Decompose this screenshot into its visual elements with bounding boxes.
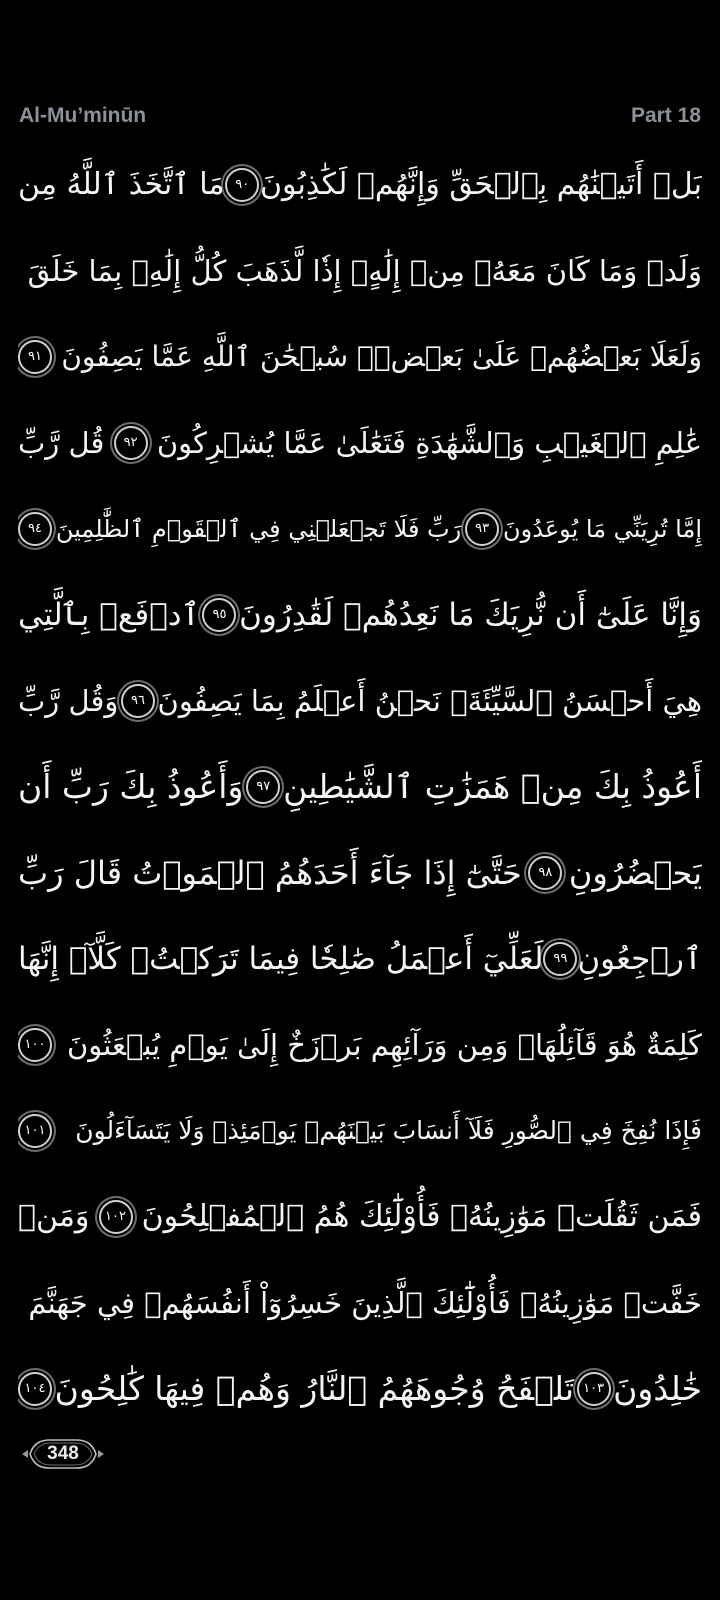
verse-text[interactable]: قُل رَّبِّ bbox=[18, 426, 105, 460]
ayah-number-marker[interactable]: ١٠٤ bbox=[18, 1372, 52, 1406]
verse-line[interactable] bbox=[18, 314, 702, 400]
verse-line[interactable] bbox=[18, 1088, 702, 1174]
verse-line[interactable] bbox=[18, 658, 702, 744]
verse-text[interactable]: ٱدۡفَعۡ بِٱلَّتِي bbox=[18, 597, 200, 633]
verse-text[interactable]: وَإِنَّا عَلَىٰٓ أَن نُّرِيَكَ مَا نَعِدُهُمۡ لَقَٰدِرُونَ bbox=[239, 597, 702, 633]
ayah-number-marker[interactable]: ١٠٣ bbox=[577, 1372, 611, 1406]
ayah-number-marker[interactable]: ٩٣ bbox=[465, 512, 499, 546]
verse-text[interactable]: وَلَعَلَا بَعۡضُهُمۡ عَلَىٰ بَعۡضٖۚ سُبۡحَٰنَ ٱللَّهِ عَمَّا يَصِفُونَ bbox=[61, 340, 702, 373]
verse-line[interactable] bbox=[18, 400, 702, 486]
verse-text[interactable]: وَقُل رَّبِّ bbox=[18, 684, 119, 718]
verse-text[interactable]: رَبِّ فَلَا تَجۡعَلۡنِي فِي ٱلۡقَوۡمِ ٱلظَّٰلِمِينَ bbox=[55, 515, 462, 543]
verse-line[interactable] bbox=[18, 830, 702, 916]
ayah-number-marker[interactable]: ١٠٢ bbox=[99, 1200, 133, 1234]
verse-text[interactable]: فَمَن ثَقُلَتۡ مَوَٰزِينُهُۥ فَأُوْلَٰٓئِكَ هُمُ ٱلۡمُفۡلِحُونَ bbox=[141, 1199, 702, 1234]
ayah-number-marker[interactable]: ٩٠ bbox=[225, 168, 259, 202]
verse-line[interactable] bbox=[18, 142, 702, 228]
ayah-number-marker[interactable]: ١٠٠ bbox=[18, 1028, 52, 1062]
verse-text[interactable]: تَلۡفَحُ وُجُوهَهُمُ ٱلنَّارُ وَهُمۡ فِيهَا كَٰلِحُونَ bbox=[54, 1369, 575, 1408]
ayah-number-marker[interactable]: ٩٥ bbox=[202, 598, 236, 632]
ayah-number-marker[interactable]: ٩٤ bbox=[18, 512, 52, 546]
verse-text[interactable]: يَحۡضُرُونِ bbox=[568, 854, 702, 892]
verse-text[interactable]: خَٰلِدُونَ bbox=[613, 1369, 702, 1408]
verse-text[interactable]: فَإِذَا نُفِخَ فِي ٱلصُّورِ فَلَآ أَنسَابَ بَيۡنَهُمۡ يَوۡمَئِذٖ وَلَا يَتَسَآءَلُونَ bbox=[75, 1116, 702, 1145]
ayah-number-marker[interactable]: ٩١ bbox=[18, 340, 52, 374]
ayah-number-marker[interactable]: ٩٩ bbox=[543, 942, 577, 976]
quran-page-text[interactable] bbox=[18, 142, 702, 1432]
ayah-number-marker[interactable]: ٩٦ bbox=[121, 684, 155, 718]
verse-text[interactable]: خَفَّتۡ مَوَٰزِينُهُۥ فَأُوْلَٰٓئِكَ ٱلَّذِينَ خَسِرُوٓاْ أَنفُسَهُمۡ فِي جَهَنَّمَ bbox=[28, 1286, 702, 1320]
verse-text[interactable]: عَٰلِمِ ٱلۡغَيۡبِ وَٱلشَّهَٰدَةِ فَتَعَٰلَىٰ عَمَّا يُشۡرِكُونَ bbox=[156, 426, 702, 460]
ayah-number-marker[interactable]: ٩٢ bbox=[114, 426, 148, 460]
verse-text[interactable]: أَعُوذُ بِكَ مِنۡ هَمَزَٰتِ ٱلشَّيَٰطِينِ bbox=[283, 767, 702, 806]
verse-line[interactable] bbox=[18, 1002, 702, 1088]
ayah-number-marker[interactable]: ٩٨ bbox=[528, 856, 562, 890]
verse-text[interactable]: مَا ٱتَّخَذَ ٱللَّهُ مِن bbox=[18, 167, 225, 202]
ayah-number-marker[interactable]: ٩٧ bbox=[246, 770, 280, 804]
verse-text[interactable]: بَلۡ أَتَيۡنَٰهُم بِٱلۡحَقِّ وَإِنَّهُمۡ لَكَٰذِبُونَ bbox=[260, 167, 702, 202]
page-number: 348 bbox=[47, 1443, 79, 1464]
verse-text[interactable]: إِمَّا تُرِيَنِّي مَا يُوعَدُونَ bbox=[503, 515, 702, 543]
juz-part-label[interactable]: Part 18 bbox=[630, 104, 701, 127]
verse-line[interactable] bbox=[18, 572, 702, 658]
verse-text[interactable]: هِيَ أَحۡسَنُ ٱلسَّيِّئَةَۚ نَحۡنُ أَعۡلَمُ بِمَا يَصِفُونَ bbox=[157, 684, 702, 718]
verse-text[interactable]: وَأَعُوذُ بِكَ رَبِّ أَن bbox=[18, 767, 244, 806]
verse-line[interactable] bbox=[18, 486, 702, 572]
verse-text[interactable]: وَمَنۡ bbox=[18, 1199, 90, 1234]
verse-text[interactable]: وَلَدٖ وَمَا كَانَ مَعَهُۥ مِنۡ إِلَٰهٍۚ إِذٗا لَّذَهَبَ كُلُّ إِلَٰهِۭ بِمَا خَلَقَ bbox=[27, 254, 702, 288]
page-number-badge bbox=[20, 1436, 106, 1472]
verse-text[interactable]: لَعَلِّيٓ أَعۡمَلُ صَٰلِحٗا فِيمَا تَرَكۡتُۚ كَلَّآۚ إِنَّهَا bbox=[18, 941, 544, 977]
surah-name[interactable]: Al-Mu’minūn bbox=[19, 104, 147, 127]
verse-line[interactable] bbox=[18, 1346, 702, 1432]
verse-line[interactable] bbox=[18, 916, 702, 1002]
verse-line[interactable] bbox=[18, 744, 702, 830]
verse-line[interactable] bbox=[18, 1260, 702, 1346]
verse-text[interactable]: حَتَّىٰٓ إِذَا جَآءَ أَحَدَهُمُ ٱلۡمَوۡتُ قَالَ رَبِّ bbox=[18, 854, 522, 892]
page-header bbox=[19, 100, 701, 132]
verse-text[interactable]: ٱرۡجِعُونِ bbox=[577, 941, 702, 977]
verse-line[interactable] bbox=[18, 1174, 702, 1260]
ayah-number-marker[interactable]: ١٠١ bbox=[18, 1114, 52, 1148]
verse-line[interactable] bbox=[18, 228, 702, 314]
verse-text[interactable]: كَلِمَةٌ هُوَ قَآئِلُهَاۖ وَمِن وَرَآئِهِم بَرۡزَخٌ إِلَىٰ يَوۡمِ يُبۡعَثُونَ bbox=[66, 1028, 702, 1062]
